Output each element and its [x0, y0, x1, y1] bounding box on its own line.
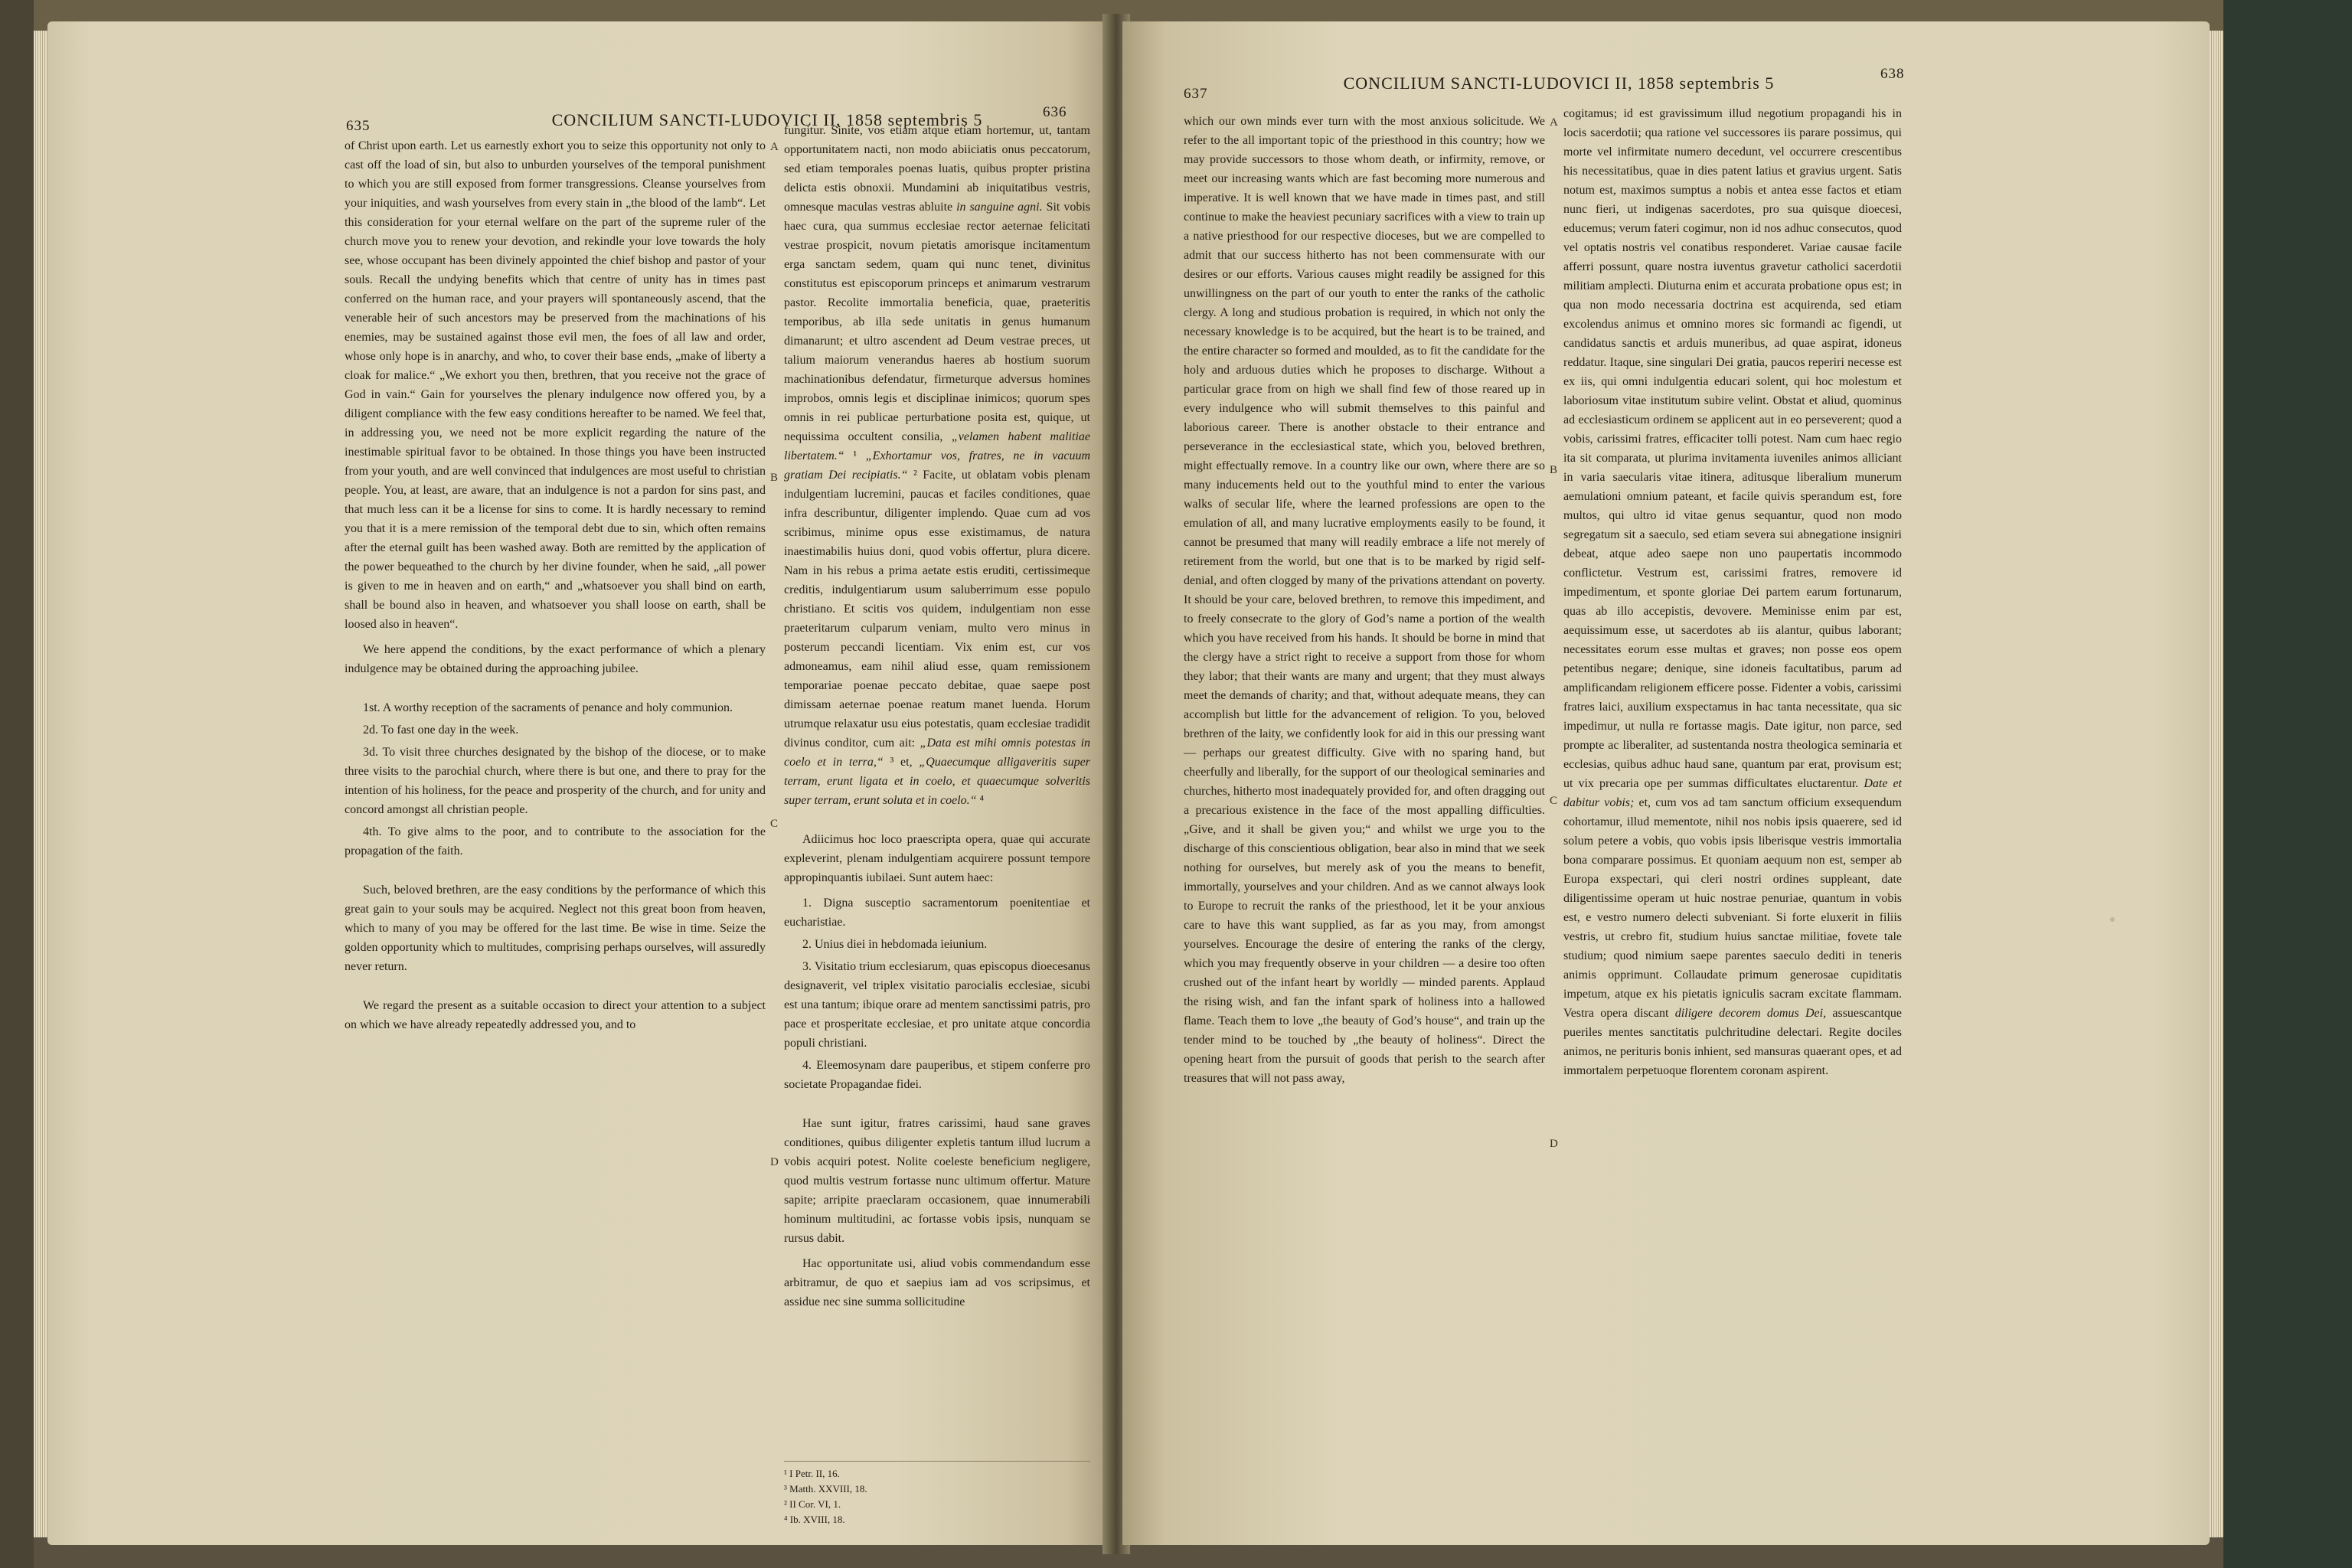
page-edges-left	[34, 31, 47, 1537]
left-page	[47, 21, 1110, 1545]
margin-marker-d: D	[770, 1156, 779, 1168]
page-number-637: 637	[1184, 86, 1208, 102]
latin-paragraph-2: Adiicimus hoc loco praescripta opera, quae qui accurate expleverint, plenam indulgentiam acquirere possunt tempore appropinquantis iubilaei. Sunt autem haec:	[784, 833, 1090, 884]
english-paragraph-3: Such, beloved brethren, are the easy conditions by the performance of which this great gain to your souls may be acquired. Neglect not this great boon from heaven, which to many of you may be offered for the last time. Be wise in time. Seize the golden opportunity which to multitudes, comprising perhaps ourselves, will assuredly never return.	[345, 884, 766, 973]
book-cover-left	[0, 0, 34, 1568]
left-footnotes	[784, 1461, 1090, 1527]
page-edges-right	[2210, 31, 2223, 1537]
footnote-4: ⁴ Ib. XVIII, 18.	[784, 1514, 845, 1525]
latin-condition-1: 1. Digna susceptio sacramentorum poenitentiae et eucharistiae.	[784, 897, 1090, 929]
margin-marker-a-right: A	[1550, 116, 1558, 129]
latin-paragraph-right-1: cogitamus; id est gravissimum illud negotium propagandi his in locis sacerdotii; qua ratione vel successores iis parare possimus, qui morte vel infirmitate numero decedunt, vel occurrere crescentibus his necessitatibus, quae in dies patent latius et gravius urgent. Satis notum est, maximos sumptus a nobis et antea esse factos et etiam nunc fieri, ut indigenas sacerdotes, pro sua quisque dioecesi, educemus; verum fateri cogimur, non id nos adhuc consecutos, quod vel optatis nostris vel conatibus responderet. Variae causae facile afferri possunt, quare nostra iuventus gravetur catholici sacerdotii militiam amplecti. Diuturna enim et accurata probatione opus est; in qua non modo necessaria doctrina est acquirenda, sed etiam excolendus animus et omnino mores sic formandi ac figendi, ut candidatus sanctis et arduis muneribus, ad quae aspirat, idoneus reddatur. Itaque, sine singulari Dei gratia, paucos reperiri necesse est ex iis, qui omni indulgentia educari solent, qui hoc molestum et laboriosum vitae institutum subire velint. Obstat et aliud, quominus ad ecclesiasticum ordinem se applicent aut in eo perseverent; quod a vobis, carissimi fratres, efficaciter tolli potest. Nam cum haec regio ita sit comparata, ut plurima invitamenta iuveniles animos alliciant in varia saecularis vitae itinera, aditusque liberalium munerum aemulationi omnium pateant, et facile quivis sperandum est, fore multos, qui ultro id vitae genus sequantur, quod non modo segregatum sit a saeculo, sed etiam severa sui abnegatione insigniri debeat, atque adeo saepe non uno paupertatis incommodo conflictetur. Vestrum est, carissimi fratres, removere id impedimentum, et sponte gloriae Dei partem earum fortunarum, quas ab illo accepistis, devovere. Meminisse enim par est, aequissimum esse, ut sacerdotes ab iis alantur, quibus laborant; necessitates eorum esse multas et graves; non posse eos opem petentibus negare; denique, sine idoneis facultatibus, parum ad amplificandam religionem efficere posse. Fidenter a vobis, carissimi fratres laici, auxilium exspectamus in hac tanta necessitate, qua sic impedimur, ut nulla re fortasse magis. Date igitur, non parce, sed prompte ac liberaliter, ad sustentanda nostra theologica seminaria et ecclesias, quibus adhuc haud sane, quantum par erat, provisum est; ut vix precaria ope per summas difficultates eluctarentur. Date et dabitur vobis; et, cum vos ad tam sanctum officium exsequendum cohortamur, illud mementote, nihil nos nobis ipsis quaerere, sed id solum petere a vobis, quo vobis ipsis liberisque vestris immortalia bona comparare possimus. Et quoniam aequum non est, semper ab Europa exspectari, qui cleri nostri ordines suppleant, date diligentissime operam ut huic nostrae penuriae, quantum in vobis est, e vestro numero delecti subveniant. Si forte eluxerit in filiis vestris, ut crebro fit, studium huius sanctae militiae, fovete tale studium; quod nimium saepe parentes saeculo dediti in teneris animis opprimunt. Collaudate primum generosae cupiditatis impetum, atque ex his pietatis igniculis sacram excitate flammam. Vestra opera discant diligere decorem domus Dei, assuescantque pueriles mentes sanctitatis pulchritudine delectari. Regite dociles animos, ne perituris bonis inhient, sed mansuras quaerant opes, et ad immortalem perpetuoque florentem coronam aspirent.	[1563, 107, 1902, 1077]
footnote-2: ² II Cor. VI, 1.	[784, 1498, 841, 1510]
latin-condition-3: 3. Visitatio trium ecclesiarum, quas episcopus dioecesanus designaverit, vel triplex visitatio parocialis ecclesiae, sicubi est una tantum; ibique orare ad mentem sanctissimi patris, pro pace et prosperitate ecclesiae, et pro unitate atque concordia populi christiani.	[784, 960, 1090, 1050]
left-latin-column	[784, 121, 1090, 1318]
latin-paragraph-1: fungitur. Sinite, vos etiam atque etiam hortemur, ut, tantam opportunitatem nacti, non modo abiiciatis onus peccatorum, sed etiam temporales poenas luatis, quibus propter pristina delicta estis obnoxii. Mundamini ab iniquitatibus vestris, omnesque maculas vestras abluite in sanguine agni. Sit vobis haec cura, qua summus ecclesiae rector aeternae felicitati vestrae prospicit, novum pietatis amorisque incitamentum erga sanctam sedem, quam qui nunc tenet, divinitus constitutus est episcoporum princeps et animarum vestrarum pastor. Recolite immortalia beneficia, quae, praeteritis temporibus, ab illa sede unitatis in genus humanum dimanarunt; et ultro ascendent ad Deum vestrae preces, ut talium maiorum venerandus haeres ab hostium suorum machinationibus defendatur, firmeturque adversus homines improbos, omnis legis et disciplinae inimicos; quorum spes omnis in rei publicae perturbatione posita est, quique, ut nequissima occultent consilia, „velamen habent malitiae libertatem.“ ¹ „Exhortamur vos, fratres, ne in vacuum gratiam Dei recipiatis.“ ² Facite, ut oblatam vobis plenam indulgentiam lucremini, paucas et faciles conditiones, quae infra describuntur, diligenter implendo. Quae cum ad vos scribimus, minime opus esse existimamus, de natura inaestimabilis huius doni, quod vobis offertur, plura dicere. Nam in his rebus a prima aetate estis eruditi, certissimeque creditis, indulgentiarum usum saluberrimum esse populo christiano. Et scitis vos quidem, indulgentiam non esse praeteritarum culparum veniam, multo vero minus in posterum peccandi licentiam. Vix enim est, cur vos admoneamus, eam nihil aliud esse, quam remissionem temporariae poenae peccato debitae, quae saepe post dimissam aeternae poenae reatum manet luenda. Horum utrumque relaxatur usu eius potestatis, quam ecclesiae tradidit divinus conditor, cum ait: „Data est mihi omnis potestas in coelo et in terra,“ ³ et, „Quaecumque alligaveritis super terram, erunt ligata et in coelo, et quaecumque solveritis super terram, erunt soluta et in coelo.“ ⁴	[784, 124, 1091, 807]
english-condition-1: 1st. A worthy reception of the sacraments of penance and holy communion.	[363, 701, 733, 714]
running-title-right: CONCILIUM SANCTI-LUDOVICI II, 1858 septembris 5	[1343, 74, 1775, 93]
margin-marker-b: B	[770, 472, 779, 484]
margin-marker-b-right: B	[1550, 464, 1558, 476]
margin-marker-a: A	[770, 141, 779, 153]
footnote-3: ³ Matth. XXVIII, 18.	[784, 1483, 867, 1494]
english-condition-2: 2d. To fast one day in the week.	[363, 724, 519, 737]
english-condition-3: 3d. To visit three churches designated by the bishop of the diocese, or to make three visits to the parochial church, where there is but one, and there to pray for the intention of his holiness, for the peace and prosperity of the church, and for unity and concord amongst all christian people.	[345, 746, 766, 816]
book-cover-right	[2223, 0, 2352, 1568]
right-page	[1122, 21, 2210, 1545]
page-number-636: 636	[1043, 104, 1067, 120]
paper-speck	[2110, 917, 2115, 922]
page-number-635: 635	[346, 118, 371, 134]
latin-condition-2: 2. Unius diei in hebdomada ieiunium.	[802, 938, 988, 951]
right-latin-column	[1563, 104, 1902, 1086]
running-title-left: CONCILIUM SANCTI-LUDOVICI II, 1858 septembris 5	[551, 110, 983, 129]
margin-marker-c-right: C	[1550, 795, 1558, 807]
latin-paragraph-4: Hac opportunitate usi, aliud vobis commendandum esse arbitramur, de quo et saepius iam ad vos scripsimus, et assidue nec sine summa sollicitudine	[784, 1257, 1090, 1308]
latin-paragraph-3: Hae sunt igitur, fratres carissimi, haud sane graves conditiones, quibus diligenter expletis tantum illud lucrum a vobis acquiri potest. Nolite coeleste beneficium negligere, quod multis vestrum fortasse nunc ultimum offertur. Mature sapite; arripite praeclaram occasionem, quae innumerabili hominum multitudini, ac fortasse vobis ipsis, nunquam se rursus dabit.	[784, 1117, 1090, 1245]
footnote-1: ¹ I Petr. II, 16.	[784, 1468, 840, 1479]
margin-marker-c: C	[770, 818, 779, 830]
margin-marker-d-right: D	[1550, 1138, 1558, 1150]
english-paragraph-1: of Christ upon earth. Let us earnestly exhort you to seize this opportunity not only to cast off the load of sin, but also to unburden yourselves of the temporal punishment to which you are still exposed from former transgressions. Cleanse yourselves from your iniquities, and wash yourselves from every stain in „the blood of the lamb“. Let this consideration for your eternal welfare on the part of the supreme ruler of the church move you to renew your devotion, and rekindle your love towards the holy see, whose occupant has been divinely appointed the chief bishop and pastor of your souls. Recall the undying benefits which that centre of unity has in times past conferred on the human race, and your prayers will spontaneously ascend, that the venerable heir of such ancestors may be preserved from the machinations of his enemies, may be sustained against those evil men, the foes of all law and order, whose only hope is in anarchy, and who, to cover their base ends, „make of liberty a cloak for malice.“ „We exhort you then, brethren, that you receive not the grace of God in vain.“ Gain for yourselves the plenary indulgence now offered you, by a diligent compliance with the few easy conditions hereafter to be named. We feel that, in addressing you, we need not be more explicit regarding the nature of the inestimable spiritual favor to be obtained. In those things you have been instructed from your youth, and are well convinced that indulgences are most useful to christian people. You, at least, are aware, that an indulgence is not a pardon for sins past, and that much less can it be a license for sins to come. It is hardly necessary to remind you that it is a mere remission of the temporal debt due to sin, which often remains after the eternal guilt has been washed away. Both are remitted by the application of the power bequeathed to the church by her divine founder, when he said, „all power is given to me in heaven and on earth,“ and „whatsoever you shall bind on earth, shall be bound also in heaven, and whatsoever you shall loose on earth, shall be loosed also in heaven“.	[345, 139, 766, 631]
left-page-header	[47, 66, 1110, 134]
left-english-column	[345, 136, 766, 1040]
english-paragraph-2: We here append the conditions, by the exact performance of which a plenary indulgence may be obtained during the approaching jubilee.	[345, 643, 766, 675]
right-english-column	[1184, 112, 1545, 1094]
english-condition-4: 4th. To give alms to the poor, and to contribute to the association for the propagation of the faith.	[345, 825, 766, 858]
page-number-638: 638	[1880, 66, 1905, 82]
english-paragraph-4: We regard the present as a suitable occasion to direct your attention to a subject on which we have already repeatedly addressed you, and to	[345, 999, 766, 1031]
english-paragraph-right-1: which our own minds ever turn with the most anxious solicitude. We refer to the all important topic of the priesthood in this country; how we may provide successors to those whom death, or infirmity, remove, or meet our increasing wants which are fast becoming more numerous and imperative. It is well known that we have made in times past, and still continue to make the heaviest pecuniary sacrifices with a view to train up a native priesthood for our respective dioceses, but we are compelled to admit that our success hitherto has not been commensurate with our desires or our efforts. Various causes might readily be assigned for this unwillingness on the part of our youth to enter the ranks of the catholic clergy. A long and studious probation is required, in which not only the necessary knowledge is to be acquired, but the heart is to be trained, and the entire character so formed and moulded, as to fit the candidate for the holy and arduous duties which he proposes to discharge. Without a particular grace from on high we shall find few of those reared up in every indulgence who will submit themselves to this painful and laborious career. There is another obstacle to their entrance and perseverance in the ecclesiastical state, which you, beloved brethren, might effectually remove. In a country like our own, where there are so many inducements held out to the youthful mind to enter the various walks of secular life, where the learned professions are open to the emulation of all, and many lucrative employments easily to be found, it cannot be presumed that many will readily embrace a life not merely of retirement from the world, but one that is to be marked by rigid self-denial, and often clogged by many of the privations attendant on poverty. It should be your care, beloved brethren, to remove this impediment, and to freely consecrate to the glory of God’s name a portion of the wealth which you have received from his hands. It should be borne in mind that the clergy have a strict right to receive a support from those for whom they labor; that their wants are many and urgent; that they must always meet the demands of charity; and that, without adequate means, they can accomplish but little for the advancement of religion. To you, beloved brethren of the laity, we confidently look for aid in this our pressing want — perhaps our greatest difficulty. Give with no sparing hand, but cheerfully and liberally, for the support of our theological seminaries and churches, hitherto most inadequately provided for, and often dragging out a precarious existence in the face of the most appalling difficulties. „Give, and it shall be given you;“ and whilst we urge you to the discharge of this conscientious obligation, bear also in mind that we seek nothing for ourselves, but merely ask of you the means to benefit, immortally, yourselves and your children. And as we cannot always look to Europe to recruit the ranks of the priesthood, let it be your anxious care to have this want supplied, as far as you may, from amongst yourselves. Encourage the desire of entering the ranks of the clergy, which you may frequently observe in your children — a desire too often crushed out of the infant heart by worldly — minded parents. Applaud the rising wish, and fan the infant spark of holiness into a hallowed flame. Teach them to love „the beauty of God’s house“, and train up the tender mind to be touched by „the beauty of holiness“. Direct the opening heart from the pursuit of goods that perish to the search after treasures that will not pass away,	[1184, 115, 1545, 1085]
latin-condition-4: 4. Eleemosynam dare pauperibus, et stipem conferre pro societate Propagandae fidei.	[784, 1059, 1090, 1091]
